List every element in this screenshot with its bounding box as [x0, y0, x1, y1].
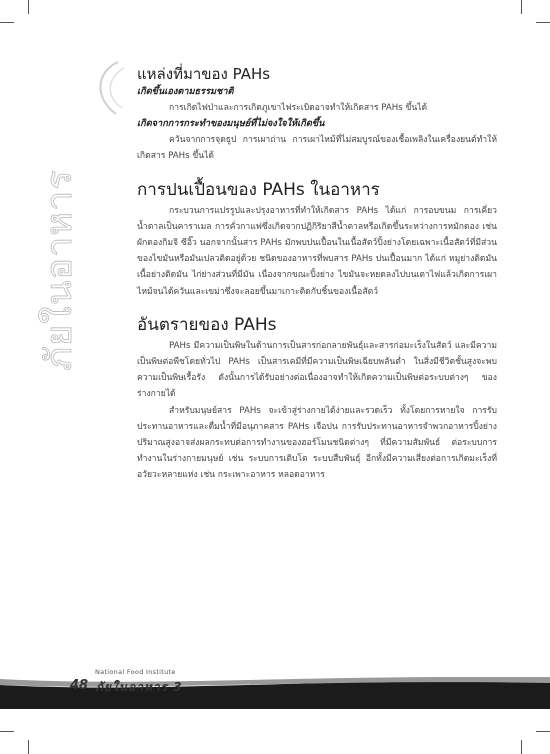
crop-mark [536, 731, 550, 732]
crop-mark [521, 0, 522, 14]
article-content [137, 64, 497, 484]
decorative-swirl-icon [88, 58, 128, 118]
section-heading: การปนเปื้อนของ PAHs ในอาหาร [137, 179, 380, 200]
crop-mark [28, 0, 29, 14]
crop-mark [28, 740, 29, 754]
paragraph: PAHs มีความเป็นพิษในด้านการเป็นสารก่อกลายพันธุ์และสารก่อมะเร็งในสัตว์ และมีความเป็นพิษต่อพืชโดยทั่วไป PAHs เป็นสารเคมีที่มีความเป็นพิษเฉียบพลันต่ำ ในสิ่งมีชีวิตชั้นสูงจะพบความเป็นพิษเรื้อรัง ดังนั้นการได้รับอย่างต่อเนื่องอาจทำให้เกิดความเป็นพิษต่อระบบต่างๆ ของร่างกายได้ [137, 340, 497, 400]
crop-mark [521, 740, 522, 754]
section-heading: อันตรายของ PAHs [137, 314, 277, 335]
page-number: 48 [70, 678, 89, 693]
paragraph: การเกิดไฟป่าและการเกิดภูเขาไฟระเบิดอาจทำให้เกิดสาร PAHs ขึ้นได้ [169, 103, 428, 113]
paragraph: ควันจากการจุดธูป การเผาถ่าน การเผาไหม้ที่ไม่สมบูรณ์ของเชื้อเพลิงในเครื่องยนต์ทำให้เกิดสาร PAHs ขึ้นได้ [137, 135, 497, 162]
crop-mark [0, 22, 14, 23]
institute-name: National Food Institute [95, 668, 176, 676]
subheading: เกิดขึ้นเองตามธรรมชาติ [137, 86, 234, 97]
section-heading: แหล่งที่มาของ PAHs [137, 65, 271, 83]
paragraph: สำหรับมนุษย์สาร PAHs จะเข้าสู่ร่างกายได้ง่ายและรวดเร็ว ทั้งโดยการหายใจ การรับประทานอาหารและดื่มน้ำที่มีอนุภาคสาร PAHs เจือปน การรับประทานอาหารจำพวกอาหารปิ้งย่างปริมาณสูงอาจส่งผลกระทบต่อการทำงานของฮอร์โมนชนิดต่างๆ ที่มีความสัมพันธ์ ต่อระบบการทำงานในร่างกายมนุษย์ เช่น ระบบการเติบโต ระบบสืบพันธุ์ อีกทั้งมีความเสี่ยงต่อการเกิดมะเร็งที่อวัยวะหลายแห่ง เช่น กระเพาะอาหาร หลอดอาหาร [137, 405, 497, 481]
crop-mark [536, 22, 550, 23]
crop-mark [0, 731, 14, 732]
book-title: ภัยในอาหาร 3 [95, 680, 183, 694]
subheading: เกิดจากการกระทำของมนุษย์ที่ไม่จงใจให้เกิดขึ้น [137, 118, 325, 130]
sidebar-title: ภัยในอาหาร [39, 169, 80, 371]
paragraph: กระบวนการแปรรูปและปรุงอาหารที่ทำให้เกิดสาร PAHs ได้แก่ การอบขนม การเคี่ยวน้ำตาลเป็นคาราเมล การคั่วกาแฟซึ่งเกิดจากปฏิกิริยาสีน้ำตาลหรือเกิดขึ้นระหว่างการหมักดอง เช่น ผักดองกิมจิ ซีอิ๊ว นอกจากนั้นสาร PAHs มักพบปนเปื้อนในเนื้อสัตว์ปิ้งย่างโดยเฉพาะเนื้อสัตว์ที่มีส่วนของไขมันหรือมันเปลวติดอยู่ด้วย ชนิดของอาหารที่พบสาร PAHs ปนเปื้อนมาก ได้แก่ หมูย่างติดมัน เนื้อย่างติดมัน ไก่ย่างส่วนที่มีมัน เนื่องจากขณะปิ้งย่าง ไขมันจะหยดลงไปบนเตาไฟแล้วเกิดการเผาไหม้จนได้ควันและเขม่าซึ่งจะลอยขึ้นมาเกาะติดกับชิ้นของเนื้อสัตว์ [137, 205, 497, 297]
